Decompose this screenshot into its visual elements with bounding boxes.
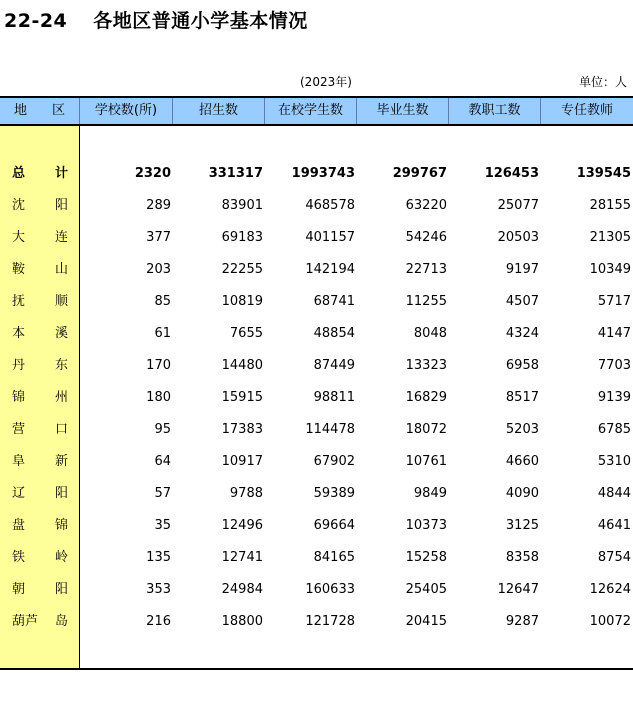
table-cell: 85 xyxy=(154,294,171,309)
region-name: 阜 新 xyxy=(12,454,68,469)
table-row xyxy=(0,612,633,632)
table-cell: 9849 xyxy=(413,486,447,501)
table-row xyxy=(0,484,633,504)
table-cell: 12624 xyxy=(589,582,631,597)
table-cell: 8358 xyxy=(505,550,539,565)
table-cell: 114478 xyxy=(305,422,355,437)
table-cell: 135 xyxy=(146,550,171,565)
region-name: 总 计 xyxy=(12,166,68,181)
table-cell: 16829 xyxy=(405,390,447,405)
table-cell: 8517 xyxy=(505,390,539,405)
table-cell: 69183 xyxy=(221,230,263,245)
table-cell: 87449 xyxy=(313,358,355,373)
table-cell: 12741 xyxy=(221,550,263,565)
table-cell: 139545 xyxy=(576,166,631,181)
table-row xyxy=(0,260,633,280)
page-title xyxy=(4,6,308,33)
table-cell: 18800 xyxy=(221,614,263,629)
header-region: 地 区 xyxy=(0,98,80,124)
table-cell: 20415 xyxy=(405,614,447,629)
table-cell: 57 xyxy=(154,486,171,501)
table-cell: 331317 xyxy=(208,166,263,181)
table-cell: 468578 xyxy=(305,198,355,213)
table-cell: 170 xyxy=(146,358,171,373)
table-cell: 180 xyxy=(146,390,171,405)
table-cell: 12647 xyxy=(497,582,539,597)
table-cell: 15915 xyxy=(221,390,263,405)
header-staff: 教职工数 xyxy=(449,98,541,124)
table-row xyxy=(0,548,633,568)
table-cell: 25405 xyxy=(405,582,447,597)
table-cell: 8754 xyxy=(597,550,631,565)
table-cell: 3125 xyxy=(505,518,539,533)
table-cell: 13323 xyxy=(405,358,447,373)
table-cell: 22255 xyxy=(221,262,263,277)
table-row xyxy=(0,452,633,472)
table-cell: 4090 xyxy=(505,486,539,501)
table-cell: 216 xyxy=(146,614,171,629)
table-cell: 10072 xyxy=(589,614,631,629)
header-students: 在校学生数 xyxy=(265,98,357,124)
region-name: 营 口 xyxy=(12,422,68,437)
table-cell: 4324 xyxy=(505,326,539,341)
table-cell: 377 xyxy=(146,230,171,245)
table-cell: 68741 xyxy=(313,294,355,309)
table-cell: 8048 xyxy=(413,326,447,341)
region-name: 丹 东 xyxy=(12,358,68,373)
table-cell: 84165 xyxy=(313,550,355,565)
table-cell: 7655 xyxy=(229,326,263,341)
table-cell: 142194 xyxy=(305,262,355,277)
region-name: 沈 阳 xyxy=(12,198,68,213)
table-cell: 24984 xyxy=(221,582,263,597)
table-cell: 67902 xyxy=(313,454,355,469)
region-name: 抚 顺 xyxy=(12,294,68,309)
table-cell: 54246 xyxy=(405,230,447,245)
table-row xyxy=(0,580,633,600)
table-cell: 61 xyxy=(154,326,171,341)
table-cell: 25077 xyxy=(497,198,539,213)
table-cell: 4844 xyxy=(597,486,631,501)
region-name: 葫芦 岛 xyxy=(12,614,68,629)
table-cell: 4660 xyxy=(505,454,539,469)
table-cell: 63220 xyxy=(405,198,447,213)
table-row xyxy=(0,420,633,440)
header-graduates: 毕业生数 xyxy=(357,98,449,124)
table-cell: 5310 xyxy=(597,454,631,469)
table-cell: 126453 xyxy=(484,166,539,181)
table-cell: 21305 xyxy=(589,230,631,245)
table-cell: 2320 xyxy=(134,166,171,181)
table-cell: 10349 xyxy=(589,262,631,277)
table-cell: 289 xyxy=(146,198,171,213)
table-cell: 6958 xyxy=(505,358,539,373)
table-title: 各地区普通小学基本情况 xyxy=(93,10,308,32)
table-cell: 98811 xyxy=(313,390,355,405)
unit-note: 单位：人 xyxy=(578,75,627,89)
table-cell: 160633 xyxy=(305,582,355,597)
table-cell: 11255 xyxy=(405,294,447,309)
table-cell: 35 xyxy=(154,518,171,533)
table-cell: 401157 xyxy=(305,230,355,245)
table-cell: 17383 xyxy=(221,422,263,437)
table-cell: 7703 xyxy=(597,358,631,373)
region-name: 大 连 xyxy=(12,230,68,245)
region-name: 朝 阳 xyxy=(12,582,68,597)
table-cell: 353 xyxy=(146,582,171,597)
table-cell: 48854 xyxy=(313,326,355,341)
table-cell: 95 xyxy=(154,422,171,437)
table-cell: 6785 xyxy=(597,422,631,437)
header-teachers: 专任教师 xyxy=(560,103,613,118)
table-row xyxy=(0,388,633,408)
table-cell: 4641 xyxy=(597,518,631,533)
table-cell: 22713 xyxy=(405,262,447,277)
table-row xyxy=(0,196,633,216)
table-cell: 4507 xyxy=(505,294,539,309)
table-row xyxy=(0,228,633,248)
table-cell: 10373 xyxy=(405,518,447,533)
table-row xyxy=(0,356,633,376)
year-note: (2023年) xyxy=(300,75,352,89)
table-cell: 18072 xyxy=(405,422,447,437)
region-name: 铁 岭 xyxy=(12,550,68,565)
table-cell: 20503 xyxy=(497,230,539,245)
table-cell: 5717 xyxy=(597,294,631,309)
table-header xyxy=(0,96,633,126)
table-cell: 83901 xyxy=(221,198,263,213)
table-cell: 9287 xyxy=(505,614,539,629)
table-number: 22-24 xyxy=(4,10,68,32)
region-name: 鞍 山 xyxy=(12,262,68,277)
table-cell: 203 xyxy=(146,262,171,277)
table-cell: 299767 xyxy=(392,166,447,181)
table-cell: 10917 xyxy=(221,454,263,469)
table-cell: 1993743 xyxy=(291,166,355,181)
table-row xyxy=(0,324,633,344)
table-cell: 10761 xyxy=(405,454,447,469)
region-name: 锦 州 xyxy=(12,390,68,405)
table-row xyxy=(0,292,633,312)
table-cell: 9197 xyxy=(505,262,539,277)
table-cell: 9788 xyxy=(229,486,263,501)
table-cell: 12496 xyxy=(221,518,263,533)
region-name: 盘 锦 xyxy=(12,518,68,533)
total-row xyxy=(0,164,633,184)
table-cell: 121728 xyxy=(305,614,355,629)
region-name: 辽 阳 xyxy=(12,486,68,501)
header-enrollment: 招生数 xyxy=(173,98,265,124)
table-cell: 14480 xyxy=(221,358,263,373)
table-cell: 15258 xyxy=(405,550,447,565)
table-cell: 64 xyxy=(154,454,171,469)
header-schools: 学校数(所) xyxy=(80,98,173,124)
table-cell: 69664 xyxy=(313,518,355,533)
table-cell: 4147 xyxy=(597,326,631,341)
table-cell: 28155 xyxy=(589,198,631,213)
table-cell: 9139 xyxy=(597,390,631,405)
table-cell: 59389 xyxy=(313,486,355,501)
table-cell: 10819 xyxy=(221,294,263,309)
region-name: 本 溪 xyxy=(12,326,68,341)
table-cell: 5203 xyxy=(505,422,539,437)
table-row xyxy=(0,516,633,536)
table-bottom-border xyxy=(0,668,633,670)
